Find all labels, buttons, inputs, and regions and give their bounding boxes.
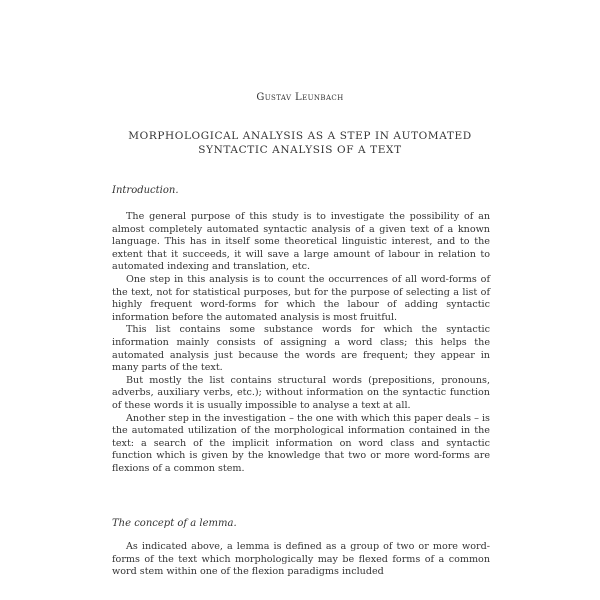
author-name: Gustav Leunbach xyxy=(256,92,344,103)
paragraph: As indicated above, a lemma is defined as a group of two or more word-forms of the text which morphologically may be flexed forms of a common word stem within one of the flexion paradigms included xyxy=(112,541,490,578)
paper-title xyxy=(90,129,510,157)
paragraph: But mostly the list contains structural words (prepositions, pronouns, adverbs, auxiliary verbs, etc.); without information on the syntactic function of these words it is usually impossible to analyse a text at all. xyxy=(112,374,490,411)
paragraph: This list contains some substance words for which the syntactic information mainly consists of assigning a word class; this helps the automated analysis just because the words are frequent; they appear in many parts of the text. xyxy=(112,324,490,374)
title-line: SYNTACTIC ANALYSIS OF A TEXT xyxy=(198,144,402,156)
section-heading-lemma: The concept of a lemma. xyxy=(112,518,237,529)
section-heading-introduction: Introduction. xyxy=(112,185,179,196)
paragraph: One step in this analysis is to count the occurrences of all word-forms of the text, not for statistical purposes, but for the purpose of selecting a list of highly frequent word-forms for which the labour of adding syntactic information before the automated analysis is most fruitful. xyxy=(112,273,490,323)
paragraph: The general purpose of this study is to investigate the possibility of an almost completely automated syntactic analysis of a given text of a known language. This has in itself some theoretical linguistic interest, and to the extent that it succeeds, it will save a large amount of labour in relation to automated indexing and translation, etc. xyxy=(112,211,490,273)
introduction-body xyxy=(112,211,490,475)
lemma-body xyxy=(112,541,490,579)
paragraph: Another step in the investigation – the one with which this paper deals – is the automated utilization of the morphological information contained in the text: a search of the implicit information on word class and syntactic function which is given by the knowledge that two or more word-forms are flexions of a common stem. xyxy=(112,412,490,474)
title-line: MORPHOLOGICAL ANALYSIS AS A STEP IN AUTOMATED xyxy=(128,130,472,142)
